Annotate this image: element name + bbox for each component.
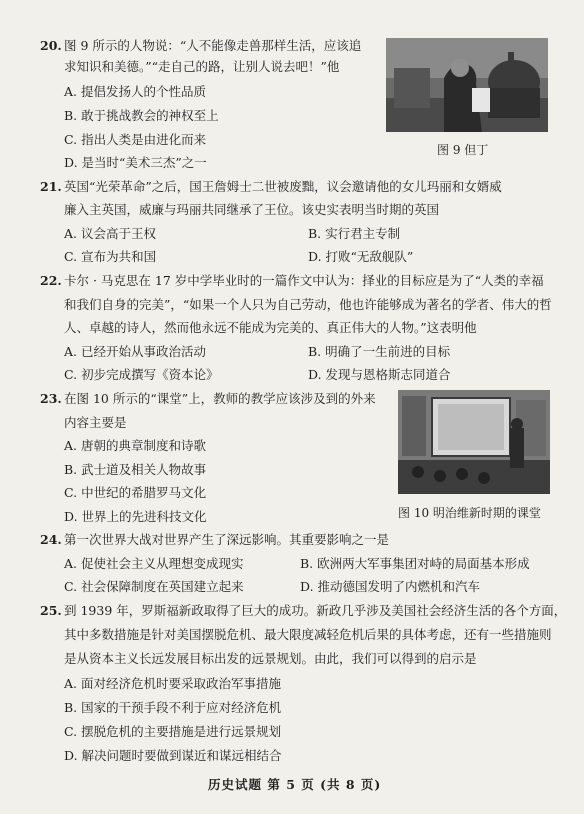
q22-option-b: B. 明确了一生前进的目标 xyxy=(308,344,451,359)
q24-option-c: C. 社会保障制度在英国建立起来 xyxy=(64,579,244,594)
q25-number: 25. xyxy=(40,603,62,618)
q25-option-d: D. 解决问题时要做到谋近和谋远相结合 xyxy=(64,748,282,763)
q21-option-a: A. 议会高于王权 xyxy=(64,226,156,241)
q23-option-c: C. 中世纪的希腊罗马文化 xyxy=(64,485,207,500)
q20-option-b: B. 敢于挑战教会的神权至上 xyxy=(64,108,219,123)
q23-stem-line2: 内容主要是 xyxy=(64,415,127,430)
q25-option-a: A. 面对经济危机时要采取政治军事措施 xyxy=(64,676,281,691)
q24-stem-line1: 第一次世界大战对世界产生了深远影响。其重要影响之一是 xyxy=(64,532,390,547)
q20-option-d: D. 是当时“美术三杰”之一 xyxy=(64,155,207,170)
q25-option-b: B. 国家的干预手段不利于应对经济危机 xyxy=(64,700,282,715)
q22-stem-line1: 卡尔 · 马克思在 17 岁中学毕业时的一篇作文中认为：择业的目标应是为了“人类的幸福 xyxy=(64,273,544,288)
q20-option-c: C. 指出人类是由进化而来 xyxy=(64,132,207,147)
q23-option-b: B. 武士道及相关人物故事 xyxy=(64,462,207,477)
q25-stem-line1: 到 1939 年，罗斯福新政取得了巨大的成功。新政几乎涉及美国社会经济生活的各个方面， xyxy=(64,603,567,618)
q25-stem-line2: 其中多数措施是针对美国摆脱危机、最大限度减轻危机后果的具体考虑，还有一些措施则 xyxy=(64,627,552,642)
q22-stem-line2: 和我们自身的完美”，“如果一个人只为自己劳动，他也许能够成为著名的学者、伟大的哲 xyxy=(64,297,552,312)
figure-10-classroom-image xyxy=(398,390,550,494)
q24-option-d: D. 推动德国发明了内燃机和汽车 xyxy=(300,579,481,594)
q22-option-a: A. 已经开始从事政治活动 xyxy=(64,344,206,359)
q23-option-a: A. 唐朝的典章制度和诗歌 xyxy=(64,438,206,453)
q23-option-d: D. 世界上的先进科技文化 xyxy=(64,509,207,524)
q24-option-a: A. 促使社会主义从理想变成现实 xyxy=(64,556,244,571)
q25-option-c: C. 摆脱危机的主要措施是进行远景规划 xyxy=(64,724,282,739)
q20-option-a: A. 提倡发扬人的个性品质 xyxy=(64,84,206,99)
q21-number: 21. xyxy=(40,179,62,194)
q20-number: 20. xyxy=(40,38,62,53)
figure-9-caption: 图 9 但丁 xyxy=(437,143,489,157)
page-footer: 历史试题 第 5 页 (共 8 页) xyxy=(208,777,382,792)
q22-stem-line3: 人、卓越的诗人，然而他永远不能成为完美的、真正伟大的人物。”这表明他 xyxy=(64,320,477,335)
q22-option-c: C. 初步完成撰写《资本论》 xyxy=(64,367,219,382)
q24-number: 24. xyxy=(40,532,62,547)
q20-stem-line2: 求知识和美德。”“走自己的路，让别人说去吧！”他 xyxy=(64,59,340,74)
q22-number: 22. xyxy=(40,273,62,288)
q21-stem-line2: 廉入主英国，威廉与玛丽共同继承了王位。该史实表明当时期的英国 xyxy=(64,202,440,217)
q20-stem-line1: 图 9 所示的人物说：“人不能像走兽那样生活，应该追 xyxy=(64,38,362,53)
figure-10-caption: 图 10 明治维新时期的课堂 xyxy=(398,506,541,520)
q21-stem-line1: 英国“光荣革命”之后，国王詹姆士二世被废黜，议会邀请他的女儿玛丽和女婿威 xyxy=(64,179,502,194)
figure-9-dante-image xyxy=(386,38,548,132)
q21-option-b: B. 实行君主专制 xyxy=(308,226,401,241)
q24-option-b: B. 欧洲两大军事集团对峙的局面基本形成 xyxy=(300,556,530,571)
q25-stem-line3: 是从资本主义长远发展目标出发的远景规划。由此，我们可以得到的启示是 xyxy=(64,651,477,666)
q23-stem-line1: 在图 10 所示的“课堂”上，教师的教学应该涉及到的外来 xyxy=(64,391,376,406)
q22-option-d: D. 发现与恩格斯志同道合 xyxy=(308,367,451,382)
q23-number: 23. xyxy=(40,391,62,406)
q21-option-c: C. 宣布为共和国 xyxy=(64,249,157,264)
q21-option-d: D. 打败“无敌舰队” xyxy=(308,249,414,264)
